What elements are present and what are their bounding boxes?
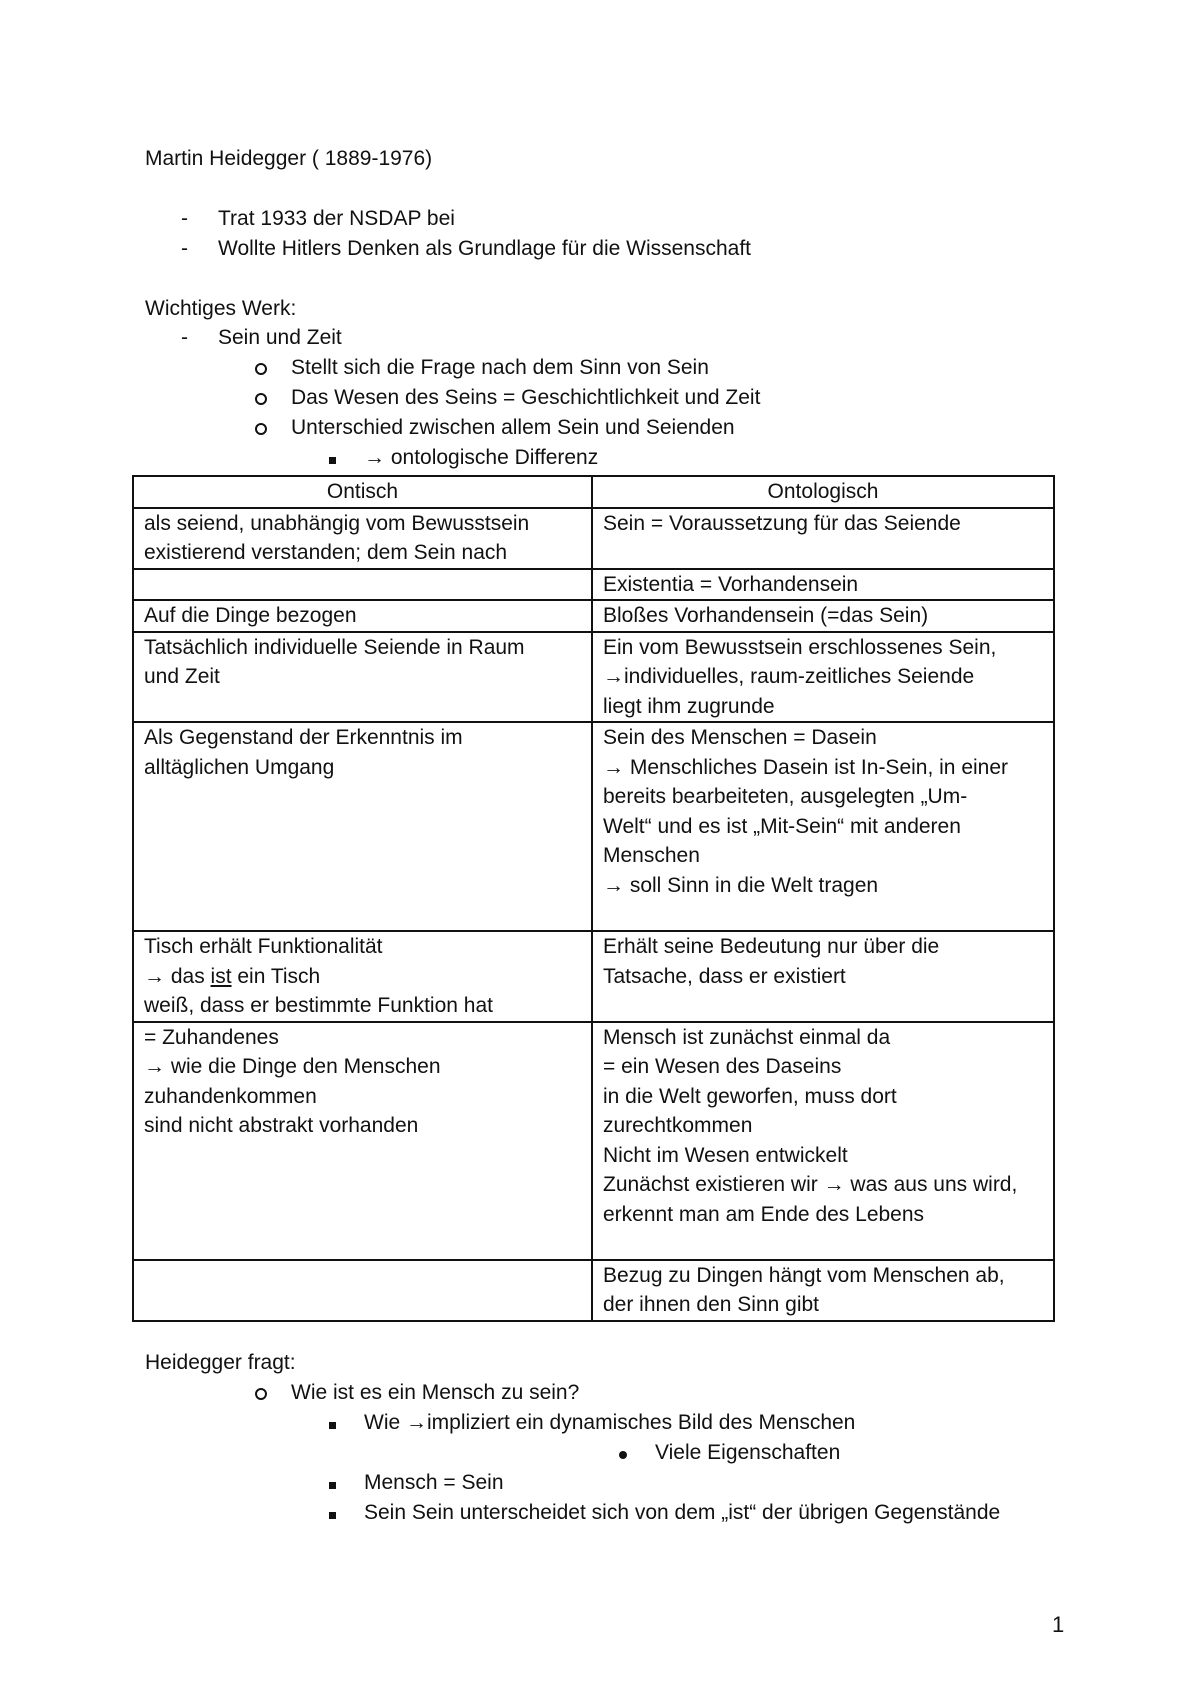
cell-line: zuhandenkommen bbox=[144, 1084, 317, 1108]
werk-heading: Wichtiges Werk: bbox=[145, 297, 297, 320]
table-row bbox=[133, 931, 1054, 1022]
table-row bbox=[133, 1260, 1054, 1321]
table-cell-right bbox=[592, 722, 1054, 931]
table-cell-left bbox=[133, 722, 592, 931]
cell-line: = ein Wesen des Daseins bbox=[603, 1055, 842, 1078]
table-cell-right bbox=[592, 508, 1054, 569]
question-point: Mensch = Sein bbox=[364, 1471, 504, 1494]
werk-subitem: Stellt sich die Frage nach dem Sinn von Sein bbox=[291, 356, 709, 379]
intro-item: Wollte Hitlers Denken als Grundlage für die Wissenschaft bbox=[218, 237, 752, 260]
cell-line: Bezug zu Dingen hängt vom Menschen ab, bbox=[603, 1263, 1005, 1287]
cell-line: Sein = Voraussetzung für das Seiende bbox=[603, 511, 961, 535]
header-ontisch: Ontisch bbox=[133, 476, 592, 508]
document-title: Martin Heidegger ( 1889-1976) bbox=[145, 147, 433, 170]
cell-line: Existentia = Vorhandensein bbox=[603, 572, 859, 596]
cell-line: erkennt man am Ende des Lebens bbox=[603, 1202, 925, 1226]
square-bullet-icon bbox=[329, 1469, 336, 1497]
question-text: Wie ist es ein Mensch zu sein? bbox=[291, 1381, 580, 1404]
table-row bbox=[133, 722, 1054, 931]
cell-line-with-underline bbox=[144, 962, 581, 992]
square-bullet-icon bbox=[329, 1499, 336, 1527]
table-cell-left bbox=[133, 1260, 592, 1321]
cell-line: alltäglichen Umgang bbox=[144, 755, 335, 779]
cell-line: → soll Sinn in die Welt tragen bbox=[603, 873, 879, 897]
table-cell-right bbox=[592, 931, 1054, 1022]
table-cell-left bbox=[133, 632, 592, 723]
table-cell-right bbox=[592, 1022, 1054, 1260]
table-cell-left bbox=[133, 508, 592, 569]
cell-line: Zunächst existieren wir → was aus uns wird, bbox=[603, 1173, 1018, 1196]
square-bullet-icon bbox=[329, 444, 336, 472]
page-number: 1 bbox=[1052, 1612, 1065, 1637]
cell-line: sind nicht abstrakt vorhanden bbox=[144, 1114, 419, 1137]
circle-bullet-icon bbox=[255, 354, 267, 383]
table-cell-right bbox=[592, 600, 1054, 632]
cell-line: und Zeit bbox=[144, 665, 220, 688]
cell-line: Menschen bbox=[603, 844, 700, 867]
table-cell-left bbox=[133, 931, 592, 1022]
question-heading: Heidegger fragt: bbox=[145, 1351, 296, 1374]
table-row bbox=[133, 508, 1054, 569]
dash-bullet: - bbox=[181, 207, 188, 230]
cell-line: Welt“ und es ist „Mit-Sein“ mit anderen bbox=[603, 814, 961, 838]
cell-line: Sein des Menschen = Dasein bbox=[603, 726, 877, 749]
dash-bullet: - bbox=[181, 326, 188, 349]
cell-line: der ihnen den Sinn gibt bbox=[603, 1293, 819, 1316]
cell-line: Ein vom Bewusstsein erschlossenes Sein, bbox=[603, 635, 997, 659]
question-point: Wie →impliziert ein dynamisches Bild des Menschen bbox=[364, 1411, 856, 1434]
cell-line: Nicht im Wesen entwickelt bbox=[603, 1143, 848, 1167]
table-cell-left bbox=[133, 1022, 592, 1260]
cell-line: Bloßes Vorhandensein (=das Sein) bbox=[603, 604, 929, 627]
cell-line: existierend verstanden; dem Sein nach bbox=[144, 541, 508, 564]
table-cell-left bbox=[133, 569, 592, 601]
cell-line: Mensch ist zunächst einmal da bbox=[603, 1025, 891, 1049]
werk-subsubitem: → ontologische Differenz bbox=[364, 446, 599, 469]
circle-bullet-icon bbox=[255, 384, 267, 413]
dash-bullet: - bbox=[181, 237, 188, 260]
cell-line: Als Gegenstand der Erkenntnis im bbox=[144, 726, 463, 749]
header-ontologisch: Ontologisch bbox=[592, 476, 1054, 508]
circle-bullet-icon bbox=[255, 414, 267, 443]
table-cell-left bbox=[133, 600, 592, 632]
table-row bbox=[133, 569, 1054, 601]
cell-line: weiß, dass er bestimmte Funktion hat bbox=[144, 994, 493, 1017]
cell-line: Erhält seine Bedeutung nur über die bbox=[603, 935, 940, 958]
cell-line: als seiend, unabhängig vom Bewusstsein bbox=[144, 511, 530, 535]
table-cell-right bbox=[592, 1260, 1054, 1321]
table-row bbox=[133, 600, 1054, 632]
table-row bbox=[133, 632, 1054, 723]
cell-line: liegt ihm zugrunde bbox=[603, 694, 775, 718]
werk-subitem: Das Wesen des Seins = Geschichtlichkeit und Zeit bbox=[291, 386, 761, 409]
cell-text: → das bbox=[144, 964, 211, 988]
cell-line: → wie die Dinge den Menschen bbox=[144, 1055, 441, 1078]
cell-line: Tatsächlich individuelle Seiende in Raum bbox=[144, 635, 525, 659]
underlined-word: ist bbox=[210, 964, 232, 988]
square-bullet-icon bbox=[329, 1409, 336, 1437]
table-cell-right bbox=[592, 632, 1054, 723]
ontic-ontological-table bbox=[132, 475, 1055, 1322]
dot-bullet-icon bbox=[619, 1439, 627, 1467]
question-point: Sein Sein unterscheidet sich von dem „ist“ der übrigen Gegenstände bbox=[364, 1501, 1001, 1524]
cell-line: Auf die Dinge bezogen bbox=[144, 604, 357, 627]
cell-line: →individuelles, raum-zeitliches Seiende bbox=[603, 665, 975, 688]
intro-item: Trat 1933 der NSDAP bei bbox=[218, 207, 455, 230]
cell-line: zurechtkommen bbox=[603, 1114, 753, 1137]
cell-line: Tisch erhält Funktionalität bbox=[144, 935, 383, 958]
table-cell-right bbox=[592, 569, 1054, 601]
table-header-row bbox=[133, 476, 1054, 508]
cell-line: = Zuhandenes bbox=[144, 1025, 279, 1049]
cell-line: Tatsache, dass er existiert bbox=[603, 964, 846, 988]
cell-line: bereits bearbeiteten, ausgelegten „Um- bbox=[603, 785, 968, 808]
cell-line: → Menschliches Dasein ist In-Sein, in einer bbox=[603, 755, 1009, 779]
cell-text: ein Tisch bbox=[231, 964, 321, 988]
circle-bullet-icon bbox=[255, 1379, 267, 1408]
werk-item: Sein und Zeit bbox=[218, 326, 342, 349]
cell-line: in die Welt geworfen, muss dort bbox=[603, 1084, 897, 1108]
question-subpoint: Viele Eigenschaften bbox=[655, 1441, 841, 1464]
werk-subitem: Unterschied zwischen allem Sein und Seienden bbox=[291, 416, 735, 439]
table-row bbox=[133, 1022, 1054, 1260]
